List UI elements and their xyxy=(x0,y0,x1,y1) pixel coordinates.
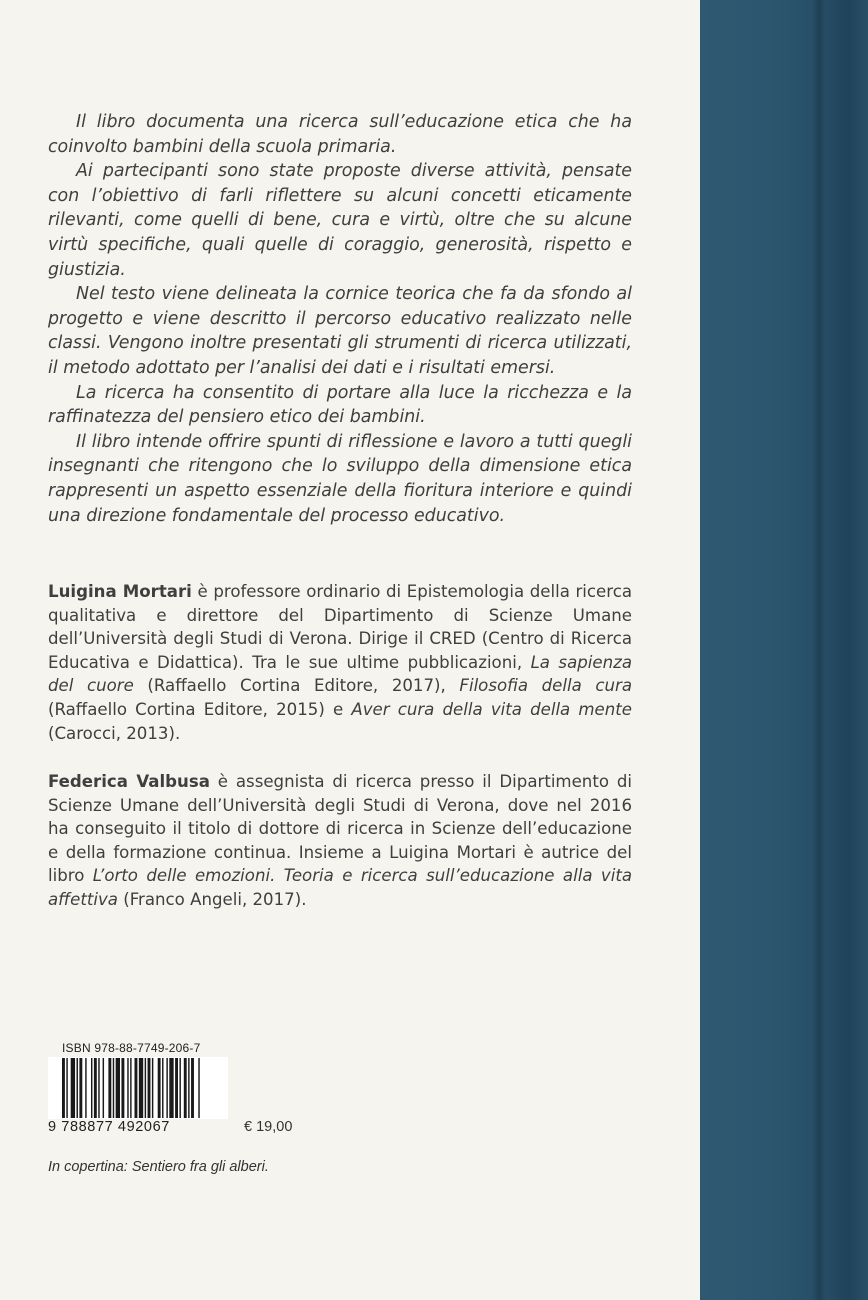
bio-text: è assegnista di ricerca presso il Dipartimento di Scienze Umane dell’Università degli Studi di Verona, dove nel 2016 ha conseguito il titolo di dottore di ricerca in Scienze dell’educazione e della formazione continua. Insieme a Luigina Mortari è autrice del libro xyxy=(48,772,632,886)
barcode-bar xyxy=(191,1058,194,1118)
barcode-digits: 9 788877 492067 xyxy=(48,1119,170,1135)
barcode-bar xyxy=(169,1058,173,1118)
barcode-bar xyxy=(179,1058,180,1118)
barcode-bar xyxy=(77,1058,78,1118)
barcode-bar xyxy=(175,1058,178,1118)
barcode-bar xyxy=(162,1058,163,1118)
blurb-paragraph-1: Il libro documenta una ricerca sull’educazione etica che ha coinvolto bambini della scuola primaria. xyxy=(48,112,632,157)
barcode-bar xyxy=(148,1058,151,1118)
barcode-bar xyxy=(166,1058,167,1118)
barcode-bar xyxy=(121,1058,124,1118)
bio-text: (Carocci, 2013). xyxy=(48,723,181,743)
blurb-paragraph-3: Nel testo viene delineata la cornice teorica che fa da sfondo al progetto e viene descritto il percorso educativo realizzato nelle classi. Vengono inoltre presentati gli strumenti di ricerca utilizzati, il metodo adottato per l’analisi dei dati e i risultati emersi. xyxy=(48,284,632,378)
author-name: Federica Valbusa xyxy=(48,772,210,791)
author-bio-mortari xyxy=(48,580,632,745)
caption-text: Sentiero fra gli alberi. xyxy=(127,1159,269,1175)
author-name: Luigina Mortari xyxy=(48,582,192,601)
barcode-bar xyxy=(66,1058,67,1118)
barcode-bar xyxy=(98,1058,99,1118)
barcode-bar xyxy=(79,1058,82,1118)
barcode-bar xyxy=(94,1058,97,1118)
author-bio-valbusa xyxy=(48,770,632,912)
blurb-paragraph-2: Ai partecipanti sono state proposte diverse attività, pensate con l’obiettivo di farli riflettere su alcuni concetti eticamente rilevanti, come quelli di bene, cura e virtù, oltre che su alcune virtù specifiche, quali quelle di coraggio, generosità, rispetto e giustizia. xyxy=(48,161,632,280)
back-cover-blurb xyxy=(48,110,632,528)
book-title: L’orto delle emozioni. Teoria e ricerca sull’educazione alla vita affettiva xyxy=(48,866,632,909)
bio-text: (Raffaello Cortina Editore, 2017), xyxy=(133,676,460,696)
barcode-bar xyxy=(62,1058,65,1118)
book-title: La sapienza del cuore xyxy=(48,652,632,696)
barcode-bar xyxy=(91,1058,92,1118)
barcode-icon xyxy=(48,1058,228,1120)
barcode-bar xyxy=(184,1058,187,1118)
spine-crease xyxy=(812,0,826,1300)
price-label: € 19,00 xyxy=(244,1119,293,1135)
cover-caption xyxy=(48,1159,269,1175)
barcode-bar xyxy=(139,1058,143,1118)
barcode-bar xyxy=(103,1058,104,1118)
barcode-bar xyxy=(130,1058,131,1118)
barcode-bar xyxy=(135,1058,138,1118)
blurb-paragraph-4: La ricerca ha consentito di portare alla luce la ricchezza e la raffinatezza del pensiero etico dei bambini. xyxy=(48,382,632,428)
barcode-bar xyxy=(85,1058,86,1118)
barcode-bar xyxy=(198,1058,199,1118)
isbn-label: ISBN 978-88-7749-206-7 xyxy=(62,1041,201,1055)
bio-text: (Franco Angeli, 2017). xyxy=(117,889,307,909)
barcode-bar xyxy=(116,1058,120,1118)
barcode-bar xyxy=(158,1058,161,1118)
barcode-bar xyxy=(108,1058,111,1118)
bio-text: (Raffaello Cortina Editore, 2015) e xyxy=(48,699,352,719)
barcode-bar xyxy=(71,1058,75,1118)
book-title: Aver cura della vita della mente xyxy=(351,699,632,719)
barcode-bar xyxy=(188,1058,189,1118)
bio-text: è professore ordinario di Epistemologia della ricerca qualitativa e direttore del Dipartimento di Scienze Umane dell’Università degli Studi di Verona. Dirige il CRED (Centro di Ricerca Educativa e Didattica). Tra le sue ultime pubblicazioni, xyxy=(48,582,632,672)
barcode-bar xyxy=(152,1058,153,1118)
barcode-bar xyxy=(127,1058,128,1118)
blurb-paragraph-5: Il libro intende offrire spunti di riflessione e lavoro a tutti quegli insegnanti che ritengono che lo sviluppo della dimensione etica rappresenti un aspetto essenziale della fioritura interiore e quindi una direzione fondamentale del processo educativo. xyxy=(48,431,632,526)
barcode-bar xyxy=(145,1058,146,1118)
book-title: Filosofia della cura xyxy=(459,676,633,696)
caption-label: In copertina: xyxy=(48,1159,128,1175)
barcode-bar xyxy=(113,1058,114,1118)
cover-spine-band xyxy=(700,0,868,1300)
